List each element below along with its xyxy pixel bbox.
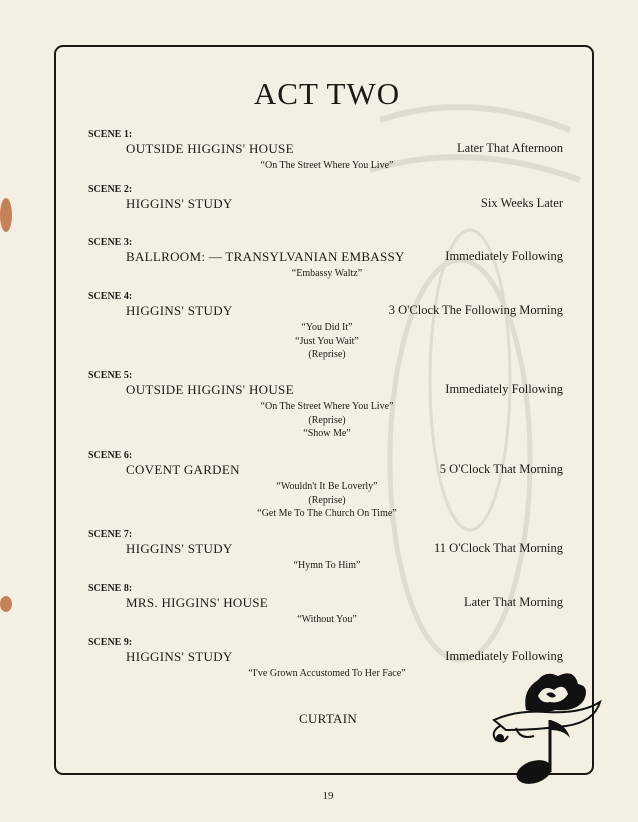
song-title: (Reprise) <box>308 494 346 506</box>
song-list <box>200 480 454 521</box>
song-list <box>200 321 454 362</box>
scene-label: SCENE 3: <box>88 237 133 248</box>
song-list <box>200 159 454 173</box>
scene-location: HIGGINS' STUDY <box>126 303 233 318</box>
scene-label: SCENE 7: <box>88 529 133 540</box>
page-number: 19 <box>322 790 334 802</box>
scene-location: BALLROOM: — TRANSYLVANIAN EMBASSY <box>126 249 405 264</box>
scene-location: MRS. HIGGINS' HOUSE <box>126 595 269 610</box>
scene-label: SCENE 8: <box>88 583 133 594</box>
song-title: “Show Me” <box>303 428 351 439</box>
song-title: “Wouldn't It Be Loverly” <box>276 481 378 492</box>
scene-location: HIGGINS' STUDY <box>126 196 233 211</box>
scene-label: SCENE 6: <box>88 450 133 461</box>
scene-time: Immediately Following <box>445 249 563 263</box>
page-stain <box>0 596 12 612</box>
scene-location: OUTSIDE HIGGINS' HOUSE <box>126 382 294 397</box>
song-title: “Without You” <box>297 614 357 625</box>
song-list <box>200 667 454 681</box>
song-title: (Reprise) <box>308 414 346 426</box>
song-list <box>200 400 454 441</box>
page-stain <box>0 198 12 232</box>
scene-time: Immediately Following <box>445 382 563 396</box>
scene-time: Immediately Following <box>445 649 563 663</box>
song-title: “On The Street Where You Live” <box>260 160 394 171</box>
scene-time: Six Weeks Later <box>480 196 563 210</box>
scene-label: SCENE 9: <box>88 637 133 648</box>
song-list <box>200 559 454 573</box>
song-title: “Get Me To The Church On Time” <box>257 508 397 519</box>
song-title: (Reprise) <box>308 349 346 360</box>
scene-time: 5 O'Clock That Morning <box>439 462 563 476</box>
scene-time: Later That Afternoon <box>457 141 563 155</box>
scene-label: SCENE 2: <box>88 184 133 195</box>
scene-location: OUTSIDE HIGGINS' HOUSE <box>126 141 294 156</box>
song-title: “I've Grown Accustomed To Her Face” <box>248 668 406 679</box>
song-title: “Just You Wait” <box>295 335 359 347</box>
song-title: “Embassy Waltz” <box>291 268 363 279</box>
curtain-label: CURTAIN <box>298 711 358 726</box>
scene-location: HIGGINS' STUDY <box>126 541 233 556</box>
scene-label: SCENE 5: <box>88 370 133 381</box>
scene-location: COVENT GARDEN <box>126 462 240 477</box>
scene-location: HIGGINS' STUDY <box>126 649 233 664</box>
scene-time: 3 O'Clock The Following Morning <box>388 303 563 317</box>
scene-time: Later That Morning <box>463 595 563 609</box>
scene-label: SCENE 4: <box>88 291 133 302</box>
scene-label: SCENE 1: <box>88 129 133 140</box>
song-title: “Hymn To Him” <box>293 560 361 571</box>
page-title: ACT TWO <box>253 76 401 111</box>
song-title: “On The Street Where You Live” <box>260 401 394 412</box>
song-list <box>200 267 454 281</box>
song-title: “You Did It” <box>301 322 353 333</box>
scene-time: 11 O'Clock That Morning <box>434 541 563 555</box>
music-note-ornament-icon <box>486 660 604 786</box>
song-list <box>200 613 454 627</box>
